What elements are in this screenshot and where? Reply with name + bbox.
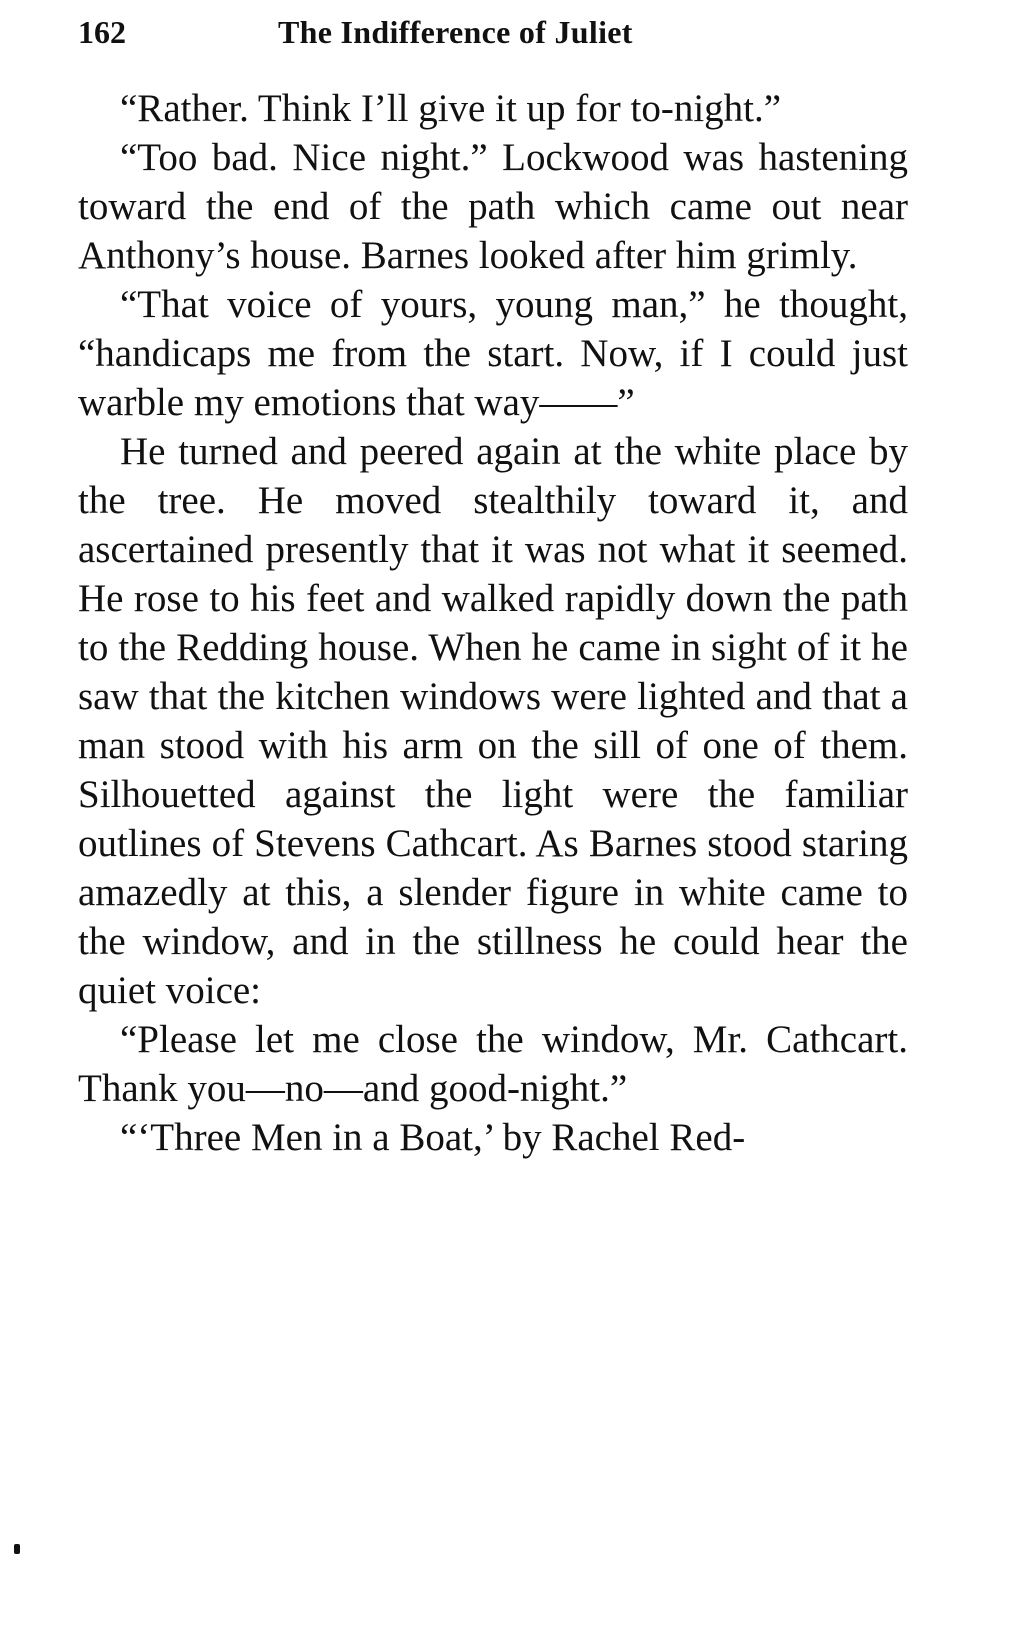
running-title: The Indifference of Juliet [278, 14, 633, 50]
paragraph: “Too bad. Nice night.” Lockwood was hastening toward the end of the path which came out near Anthony’s house. Barnes looked after him grimly. [78, 136, 908, 277]
running-head [78, 10, 908, 54]
paragraph: “Please let me close the window, Mr. Cathcart. Thank you—no—and good-night.” [78, 1018, 908, 1110]
ink-speck [14, 1544, 20, 1554]
page-number: 162 [78, 14, 126, 50]
paragraph: “That voice of yours, young man,” he thought, “handicaps me from the start. Now, if I could just warble my emotions that way——” [78, 283, 908, 424]
paragraph: He turned and peered again at the white place by the tree. He moved stealthily toward it, and ascertained presently that it was not what it seemed. He rose to his feet and walked rapidly down the path to the Redding house. When he came in sight of it he saw that the kitchen windows were lighted and that a man stood with his arm on the sill of one of them. Silhouetted against the light were the familiar outlines of Stevens Cathcart. As Barnes stood staring amazedly at this, a slender figure in white came to the window, and in the stillness he could hear the quiet voice: [78, 430, 908, 1012]
paragraph: “Rather. Think I’ll give it up for to-night.” [120, 87, 782, 130]
body-text [78, 84, 908, 1162]
paragraph: “‘Three Men in a Boat,’ by Rachel Red- [120, 1116, 746, 1159]
